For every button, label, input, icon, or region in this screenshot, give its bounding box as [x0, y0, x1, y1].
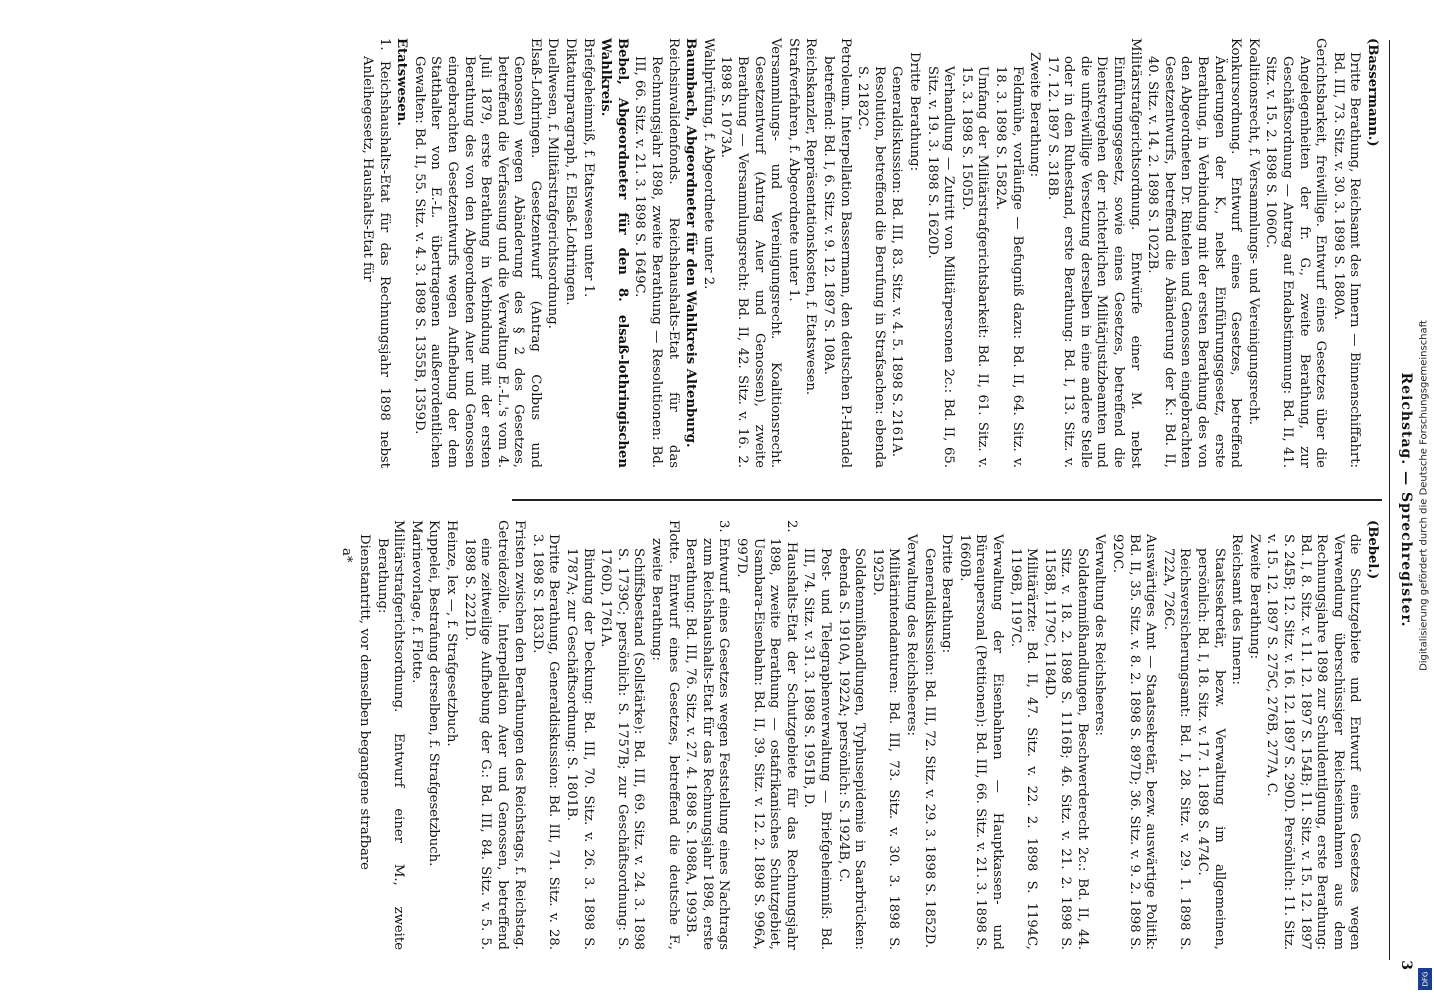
left-column-entry: Umfang der Militärstrafgerichtsbarkeit: Bd. II, 61. Sitz. v. 15. 3. 1898 S. 1505D. [958, 66, 991, 468]
right-column-entry: Reichsamt des Innern: [1229, 534, 1245, 685]
right-column-entry: Flotte. Entwurf eines Gesetzes, betreffend die deutsche F., zweite Berathung: [649, 520, 681, 950]
right-column-entry: Zweite Berathung: [1246, 534, 1262, 660]
right-column-entry: Soldatenmißhandlungen, Beschwerderecht 2c.: Bd. II, 44. Sitz. v. 18. 2. 1898 S. 1116B; 46. Sitz. v. 21. 2. 1898 S. 1158B, 1179C, 1184D. [1041, 548, 1090, 950]
left-column-entry: Versammlungs- und Vereinigungsrecht. Koalitionsrecht. Gesetzentwurf (Antrag Auer und Genossen), zweite Berathung — Versammlungsrecht: Bd. II, 42. Sitz. v. 16. 2. 1898 S. 1073A. [718, 38, 784, 468]
right-column-entry: Bindung der Deckung: Bd. III, 70. Sitz. v. 26. 3. 1898 S. 1787A; zur Geschäftsordnung: S. 1801B. [564, 548, 596, 950]
right-column-entry: Verwaltung der Eisenbahnen — Hauptkassen- und Büreaupersonal (Petitionen): Bd. III, 66. Sitz. v. 21. 3. 1898 S. 1660B. [956, 534, 1005, 950]
dfg-logo [1418, 968, 1432, 990]
right-column-entry: Militärintendanturen: Bd. III, 73. Sitz. v. 30. 3. 1898 S. 1925D. [869, 548, 902, 950]
right-column-entry: Post- und Telegraphenverwaltung — Briefgeheimniß: Bd. III, 74. Sitz. v. 31. 3. 1898 S. 1951B, D. [801, 548, 833, 950]
right-column-entry: Auswärtiges Amt — Staatssekretär, bezw. auswärtige Politik: Bd. II, 35. Sitz. v. 8. 2. 1898 S. 897D; 36. Sitz. v. 9. 2. 1898 S. 920C. [1110, 534, 1159, 950]
left-column-entry: Elsaß-Lothringen. Gesetzentwurf (Antrag Colbus und Genossen) wegen Abänderung des § 2 des Gesetzes, betreffend die Verfassung und die Verwaltung E.-L.'s vom 4. Juli 1879, erste Berathung in Verbindung mit der ersten Berathung des von den Abgeordneten Auer und Genossen eingebrachten Gesetzentwurfs wegen Aufhebung der dem Statthalter von E.-L. übertragenen außerordentlichen Gewalten: Bd. II, 55. Sitz. v. 4. 3. 1898 S. 1355B, 1359D. [411, 38, 543, 468]
footer-credit: Digitalisierung gefördert durch die Deutsche Forschungsgemeinschaft [1418, 320, 1430, 671]
left-column-entry: Etatswesen. [394, 38, 410, 126]
right-column-entry: Reichsversicherungsamt: Bd. I, 28. Sitz. v. 29. 1. 1898 S. 722A, 726C. [1160, 548, 1193, 950]
left-column-entry: Gerichtsbarkeit, freiwillige. Entwurf eines Gesetzes über die Angelegenheiten der fr. G., zweite Berathung, zur Geschäftsordnung — Antrag auf Endabstimmung: Bd. II, 41. Sitz. v. 15. 2. 1898 S. 1060C. [1263, 38, 1329, 468]
right-column-entry: Staatssekretär, bezw. Verwaltung im allgemeinen, persönlich: Bd. I, 18. Sitz. v. 17. 1. 1898 S. 474C. [1195, 548, 1227, 950]
left-column-entry: Konkursordnung. Entwurf eines Gesetzes, betreffend Änderungen der K., nebst Einführungsgesetz, erste Berathung, in Verbindung mit der ersten Berathung des von den Abgeordneten Dr. Rintelen und Genossen eingebrachten Gesetzentwurfs, betreffend die Abänderung der K.: Bd. II, 40. Sitz. v. 14. 2. 1898 S. 1022B. [1145, 38, 1244, 468]
right-column-entry: Schiffsbestand (Sollstärke): Bd. III, 69. Sitz. v. 24. 3. 1898 S. 1739C; persönlich: S. 1757B; zur Geschäftsordnung: S. 1760D, 1761A. [598, 548, 647, 950]
right-column-entry: Fristen zwischen den Berathungen des Reichstags, f. Reichstag. [512, 520, 528, 950]
right-column-entry: 2. Haushalts-Etat der Schutzgebiete für das Rechnungsjahr 1898, zweite Berathung — ostafrikanisches Schutzgebiet, Usambara-Eisenbahn: Bd. II, 39. Sitz. v. 12. 2. 1898 S. 996A, 997D. [734, 520, 799, 950]
right-column-entry: Verwaltung des Reichsheeres: [1092, 534, 1108, 736]
page-number: 3 [1398, 960, 1414, 970]
left-column [357, 38, 1380, 468]
right-column-entry: Militärstrafgerichtsordnung. Entwurf einer M., zweite Berathung: [374, 520, 407, 950]
right-column-entry: 3. Entwurf eines Gesetzes wegen Feststellung eines Nachtrags zum Reichshaushalts-Etat für das Rechnungsjahr 1898, erste Berathung: Bd. III, 76. Sitz. v. 27. 4. 1898 S. 1988A, 1993B. [683, 520, 732, 950]
left-column-entry: Verhandlung — Zutritt von Militärpersonen 2c.: Bd. II, 65. Sitz. v. 19. 3. 1898 S. 1620D. [924, 66, 957, 468]
right-column-entry: (Bebel.) [1365, 520, 1380, 580]
right-column [337, 520, 1380, 950]
column-divider [512, 499, 1382, 501]
right-column-entry: Dritte Berathung, Generaldiskussion: Bd. III, 71. Sitz. v. 28. 3. 1898 S. 1833D. [529, 534, 562, 950]
left-column-entry: Petroleum. Interpellation Bassermann, den deutschen P.-Handel betreffend: Bd. I, 6. Sitz. v. 9. 12. 1897 S. 108A. [821, 38, 853, 468]
right-column-entry: Dritte Berathung: [939, 534, 955, 654]
right-column-entry: die Schutzgebiete und Entwurf eines Gesetzes wegen Verwendung überschüssiger Reichseinnahmen aus dem Rechnungsjahre 1898 zur Schuldentilgung, erste Berathung: Bd. I, 8. Sitz. v. 11. 12. 1897 S. 154B; 11. Sitz. v. 15. 12. 1897 S. 245B; 12. Sitz. v. 16. 12. 1897 S. 290D. Persönlich: 11. Sitz. v. 15. 12. 1897 S. 275C, 276B, 277A, C. [1264, 534, 1363, 950]
left-column-entry: Reichsinvalidenfonds. Reichshaushalts-Etat für das Rechnungsjahr 1898, zweite Berathung — Resolutionen: Bd. III, 66. Sitz. v. 21. 3. 1898 S. 1649C. [632, 38, 681, 468]
left-column-entry: Dritte Berathung, Reichsamt des Innern — Binnenschiffahrt: Bd. III, 73. Sitz. v. 30. 3. 1898 S. 1880A. [1330, 52, 1363, 468]
page-title: Reichstag. — Sprechregister. [1398, 372, 1414, 628]
dfg-logo-text: DFG [1421, 971, 1429, 987]
left-column-entry: Dritte Berathung: [906, 52, 922, 172]
left-column-entry: Duellwesen, f. Militärstrafgerichtsordnung. [545, 38, 561, 329]
footer-strip [1416, 0, 1434, 1000]
left-column-entry: Generaldiskussion: Bd. III, 83. Sitz. v. 4. 5. 1898 S. 2161A. [889, 66, 905, 458]
left-column-entry: Zweite Berathung: [1027, 52, 1043, 178]
right-column-entry: Soldatenmißhandlungen, Typhusepidemie in Saarbrücken: ebenda S. 1910A, 1922A; persönlich: S. 1924B, C. [835, 548, 868, 950]
left-column-entry: Wahlprüfung, f. Abgeordnete unter 2. [700, 38, 716, 290]
right-column-entry: Verwaltung des Reichsheeres: [903, 534, 919, 736]
header-rule [1389, 40, 1390, 960]
left-column-entry: Baumbach, Abgeordneter für den Wahlkreis Altenburg. [683, 38, 699, 448]
left-column-entry: Koalitionsrecht, f. Versammlungs- und Vereinigungsrecht. [1245, 38, 1261, 425]
left-column-entry: (Bassermann.) [1365, 38, 1380, 147]
left-column-entry: Strafverfahren, f. Abgeordnete unter 1. [785, 38, 801, 302]
right-column-entry: Getreidezölle. Interpellation Auer und Genossen, betreffend eine zeitweilige Aufhebung der G.: Bd. III, 84. Sitz. v. 5. 5. 1898 S. 2221D. [461, 520, 510, 950]
right-column-entry: Dienstantritt, vor demselben begangene strafbare [356, 534, 372, 870]
page-header [1392, 30, 1414, 970]
right-column-entry: Heinze, lex —, f. Strafgesetzbuch. [443, 520, 459, 747]
right-column-entry: a* [339, 548, 355, 563]
left-column-entry: Bebel, Abgeordneter für den 8. elsaß-lothringischen Wahlkreis. [598, 38, 630, 468]
left-column-entry: Feldmühe, vorläufige — Befugniß dazu: Bd. II, 64. Sitz. v. 18. 3. 1898 S. 1582A. [992, 66, 1025, 468]
right-column-entry: Militärärzte: Bd. II, 47. Sitz. v. 22. 2. 1898 S. 1194C, 1196B, 1197C. [1007, 548, 1040, 950]
left-column-entry: Briefgeheimniß, f. Etatswesen unter 1. [580, 38, 596, 298]
left-column-entry: Diktaturparagraph, f. Elsaß-Lothringen. [563, 38, 579, 306]
left-column-entry: Resolution, betreffend die Berufung in Strafsachen: ebenda S. 2182C. [855, 66, 887, 468]
right-column-entry: Kuppelei, Bestrafung derselben, f. Strafgesetzbuch. [426, 520, 442, 867]
right-column-entry: Marinevorlage, f. Flotte. [408, 520, 424, 684]
right-column-entry: Generaldiskussion: Bd. III, 72. Sitz. v. 29. 3. 1898 S. 1852D. [921, 548, 937, 949]
left-column-entry: 1. Reichshaushalts-Etat für das Rechnungsjahr 1898 nebst Anleihegesetz, Haushalts-Etat für [359, 38, 392, 468]
left-column-entry: Reichskanzler, Repräsentationskosten, f. Etatswesen. [803, 38, 819, 396]
left-column-entry: Militärstrafgerichtsordnung. Entwürfe einer M. nebst Einführungsgesetz, sowie eines Gesetzes, betreffend die Dienstvergehen der richterlichen Militärjustizbeamten und die unfreiwillige Versetzung derselben in eine andere Stelle oder in den Ruhestand, erste Berathung: Bd. I, 13. Sitz. v. 17. 12. 1897 S. 318B. [1044, 38, 1143, 468]
